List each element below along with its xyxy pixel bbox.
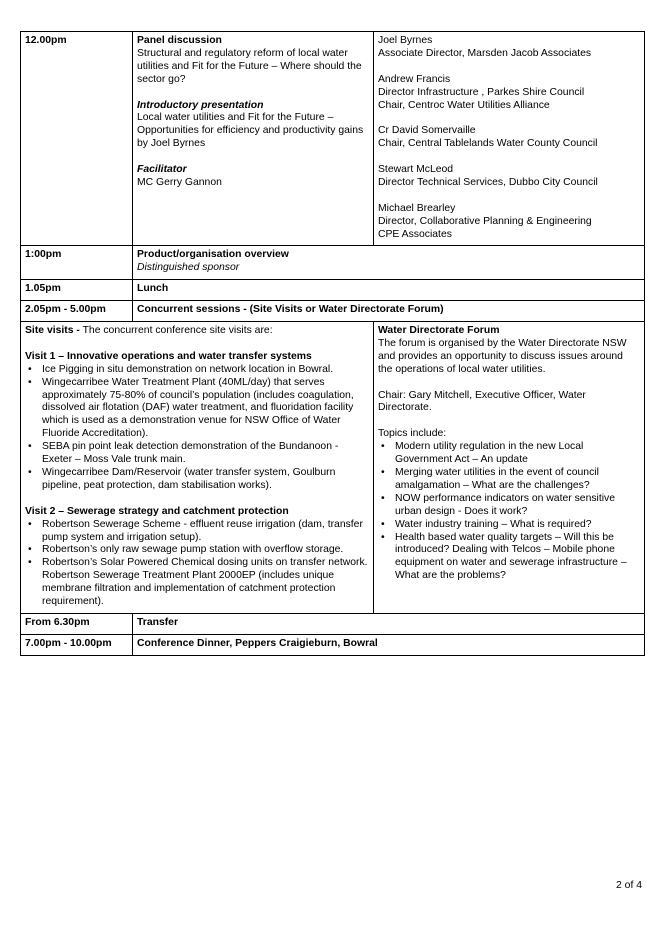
speaker-role: Associate Director, Marsden Jacob Associates bbox=[378, 47, 592, 59]
site-visits-intro-text: The concurrent conference site visits are: bbox=[79, 325, 273, 337]
site-visits-intro bbox=[25, 325, 369, 338]
transfer-title: Transfer bbox=[133, 613, 645, 634]
speaker-name: Joel Byrnes bbox=[378, 35, 433, 46]
speaker-name: Andrew Francis bbox=[378, 73, 451, 85]
facilitator-heading: Facilitator bbox=[137, 164, 187, 176]
speaker-role: Chair, Central Tablelands Water County Council bbox=[378, 138, 598, 150]
forum-cell bbox=[374, 322, 645, 614]
speaker-name: Cr David Somervaille bbox=[378, 125, 476, 137]
list-item: • Robertson’s only raw sewage pump station with overflow storage. bbox=[25, 544, 369, 557]
visit2-title: Visit 2 – Sewerage strategy and catchment protection bbox=[25, 505, 289, 517]
transfer-time: From 6.30pm bbox=[21, 613, 133, 634]
forum-chair: Chair: Gary Mitchell, Executive Officer, Water Directorate. bbox=[378, 389, 586, 414]
site-visits-cell bbox=[21, 322, 374, 614]
list-item: • Wingecarribee Dam/Reservoir (water transfer system, Goulburn pipeline, peat protection, dam stabilisation works). bbox=[25, 467, 369, 493]
speaker-role: CPE Associates bbox=[378, 228, 452, 240]
visit1-list bbox=[25, 364, 369, 493]
sessions-row bbox=[21, 322, 645, 614]
intro-heading: Introductory presentation bbox=[137, 99, 264, 111]
panel-title: Panel discussion bbox=[137, 35, 222, 46]
concurrent-time: 2.05pm - 5.00pm bbox=[21, 301, 133, 322]
facilitator-name: MC Gerry Gannon bbox=[137, 176, 222, 188]
topics-label: Topics include: bbox=[378, 428, 447, 440]
dinner-title: Conference Dinner, Peppers Craigieburn, Bowral bbox=[133, 634, 645, 655]
speaker-role: Chair, Centroc Water Utilities Alliance bbox=[378, 99, 550, 111]
visit2-extra: Robertson Sewerage Treatment Plant 2000EP (includes unique membrane filtration and implementation of catchment protection requirement). bbox=[42, 570, 336, 608]
transfer-row bbox=[21, 613, 645, 634]
forum-intro: The forum is organised by the Water Directorate NSW and provides an opportunity to discuss issues around the operations of local water utilities. bbox=[378, 337, 627, 375]
list-item: • Robertson’s Solar Powered Chemical dosing units on transfer network. bbox=[25, 557, 369, 570]
list-item: • NOW performance indicators on water sensitive urban design - Does it work? bbox=[378, 493, 640, 519]
panel-details bbox=[133, 32, 374, 246]
list-item: • Robertson Sewerage Scheme - effluent reuse irrigation (dam, transfer pump system and irrigation setup). bbox=[25, 519, 369, 545]
product-subtitle: Distinguished sponsor bbox=[137, 262, 240, 274]
list-item: • Merging water utilities in the event of council amalgamation – What are the challenges? bbox=[378, 467, 640, 493]
dinner-time: 7.00pm - 10.00pm bbox=[21, 634, 133, 655]
list-item: • Ice Pigging in situ demonstration on network location in Bowral. bbox=[25, 364, 369, 377]
product-time: 1:00pm bbox=[21, 246, 133, 280]
topics-list bbox=[378, 441, 640, 583]
lunch-title: Lunch bbox=[133, 280, 645, 301]
lunch-row bbox=[21, 280, 645, 301]
product-details bbox=[133, 246, 645, 280]
list-item: • Water industry training – What is required? bbox=[378, 519, 640, 532]
product-row bbox=[21, 246, 645, 280]
concurrent-row bbox=[21, 301, 645, 322]
program-table bbox=[20, 31, 645, 656]
speaker-name: Michael Brearley bbox=[378, 202, 456, 214]
speaker-role: Director Technical Services, Dubbo City Council bbox=[378, 176, 598, 188]
speaker-name: Stewart McLeod bbox=[378, 164, 454, 176]
list-item: • Health based water quality targets – Will this be introduced? Dealing with Telcos – Mobile phone equipment on water and sewerage infrastructure – What are the problems? bbox=[378, 532, 640, 584]
concurrent-title: Concurrent sessions - (Site Visits or Water Directorate Forum) bbox=[133, 301, 645, 322]
panel-description: Structural and regulatory reform of local water utilities and Fit for the Future – Where should the sector go? bbox=[137, 47, 362, 85]
list-item: • SEBA pin point leak detection demonstration of the Bundanoon - Exeter – Moss Vale trunk main. bbox=[25, 441, 369, 467]
panel-row bbox=[21, 32, 645, 246]
panel-speakers bbox=[374, 32, 645, 246]
speaker-role: Director, Collaborative Planning & Engineering bbox=[378, 215, 592, 227]
list-item: • Modern utility regulation in the new Local Government Act – An update bbox=[378, 441, 640, 467]
visit2-list bbox=[25, 519, 369, 571]
speaker-role: Director Infrastructure , Parkes Shire Council bbox=[378, 86, 585, 98]
product-title: Product/organisation overview bbox=[137, 249, 289, 261]
forum-title: Water Directorate Forum bbox=[378, 325, 500, 337]
visit1-title: Visit 1 – Innovative operations and water transfer systems bbox=[25, 350, 312, 362]
list-item: • Wingecarribee Water Treatment Plant (40ML/day) that serves approximately 75-80% of council’s population (includes coagulation, dissolved air flotation (DAF) water treatment, and fluoridation facility which is used as a demonstration venue for NSW Office of Water Fluoride Accreditation). bbox=[25, 377, 369, 442]
site-visits-label: Site visits - bbox=[25, 325, 80, 337]
panel-time: 12.00pm bbox=[21, 32, 133, 246]
dinner-row bbox=[21, 634, 645, 655]
intro-text: Local water utilities and Fit for the Future – Opportunities for efficiency and productivity gains by Joel Byrnes bbox=[137, 112, 364, 150]
lunch-time: 1.05pm bbox=[21, 280, 133, 301]
page-number: 2 of 4 bbox=[616, 880, 642, 891]
